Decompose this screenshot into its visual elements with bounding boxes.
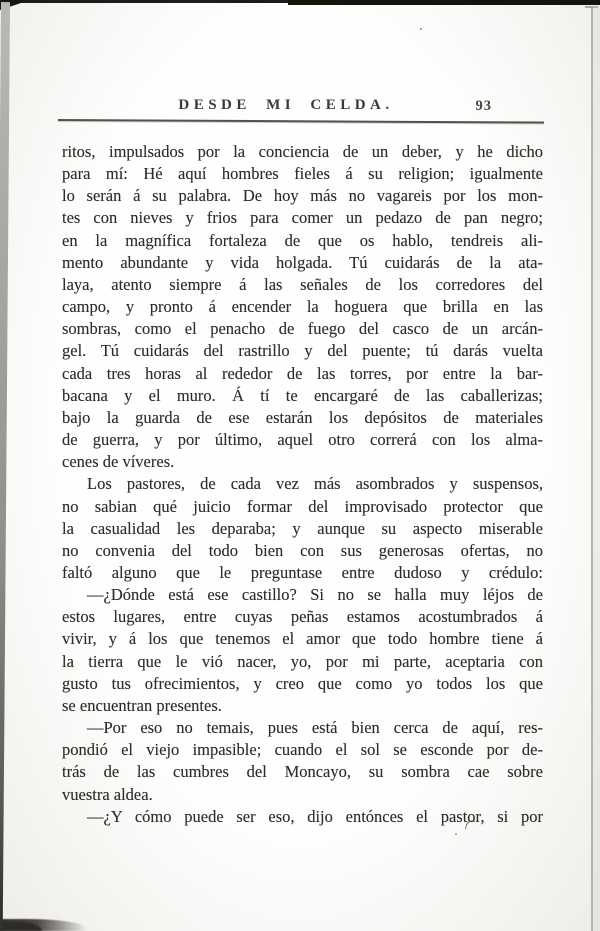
text-line: sombras, como el penacho de fuego del casco de un arcán- [62, 319, 543, 339]
scan-edge-top-right [288, 0, 600, 5]
text-line: ritos, impulsados por la conciencia de un deber, y he dicho [62, 142, 543, 161]
text-line: estos lugares, entre cuyas peñas estamos acostumbrados á [62, 607, 543, 627]
text-line: de guerra, y por último, aquel otro correrá con los alma- [62, 430, 543, 450]
text-line: no sabian qué juicio formar del improvisado protector que [62, 496, 543, 516]
scan-speck [420, 28, 422, 30]
text-line: pondió el viejo impasible; cuando el sol se esconde por de- [62, 740, 543, 760]
text-line: faltó alguno que le preguntase entre dudoso y crédulo: [62, 562, 543, 582]
text-line: cenes de víveres. [62, 452, 175, 472]
text-line: —¿Y cómo puede ser eso, dijo entónces el pastor, si por [87, 806, 543, 826]
text-line: Los pastores, de cada vez más asombrados y suspensos, [87, 474, 543, 494]
page-number: 93 [475, 98, 492, 114]
scan-gutter-shadow [0, 2, 10, 931]
text-line: —¿Dónde está ese castillo? Si no se halla muy léjos de [87, 585, 543, 605]
text-line: gusto tus ofrecimientos, y creo que como yo todos los que [62, 673, 543, 693]
text-line: lo serán á su palabra. De hoy más no vagareis por los mon- [62, 186, 543, 206]
text-line: —Por eso no temais, pues está bien cerca de aquí, res- [87, 718, 543, 738]
text-line: campo, y pronto á encender la hoguera que brilla en las [62, 297, 543, 317]
text-line: gel. Tú cuidarás del rastrillo y del puente; tú darás vuelta [62, 341, 543, 361]
text-line: se encuentran presentes. [62, 695, 222, 715]
text-line: en la magnífica fortaleza de que os hablo, tendreis ali- [62, 230, 543, 250]
text-line: bajo la guarda de ese estarán los depósitos de materiales [62, 407, 543, 427]
text-line: bacana y el muro. Á tí te encargaré de las caballerizas; [62, 385, 543, 405]
text-line: trás de las cumbres del Moncayo, su sombra cae sobre [62, 762, 543, 782]
scan-speck [455, 833, 457, 835]
text-line: vivir, y á los que tenemos el amor que todo hombre tiene á [62, 629, 543, 649]
text-line: la tierra que le vió nacer, yo, por mi parte, aceptaria con [62, 651, 543, 671]
text-line: mento abundante y vida holgada. Tú cuidarás de la ata- [62, 252, 543, 272]
text-line: para mí: Hé aquí hombres fieles á su religion; igualmente [62, 164, 543, 184]
text-line: no convenia del todo bien con sus generosas ofertas, no [62, 540, 543, 560]
text-line: tes con nieves y frios para comer un pedazo de pan negro; [62, 208, 543, 228]
body-text [62, 141, 543, 828]
text-line: vuestra aldea. [62, 784, 153, 804]
text-line: la casualidad les deparaba; y aunque su aspecto miserable [62, 518, 543, 538]
page-header [60, 97, 544, 115]
right-margin-shade [593, 6, 600, 931]
header-rule [58, 119, 544, 124]
text-line: laya, atento siempre á las señales de los corredores del [62, 274, 543, 294]
text-line: cada tres horas al rededor de las torres, por entre la bar- [62, 363, 543, 383]
running-title: DESDE MI CELDA. [178, 97, 394, 113]
